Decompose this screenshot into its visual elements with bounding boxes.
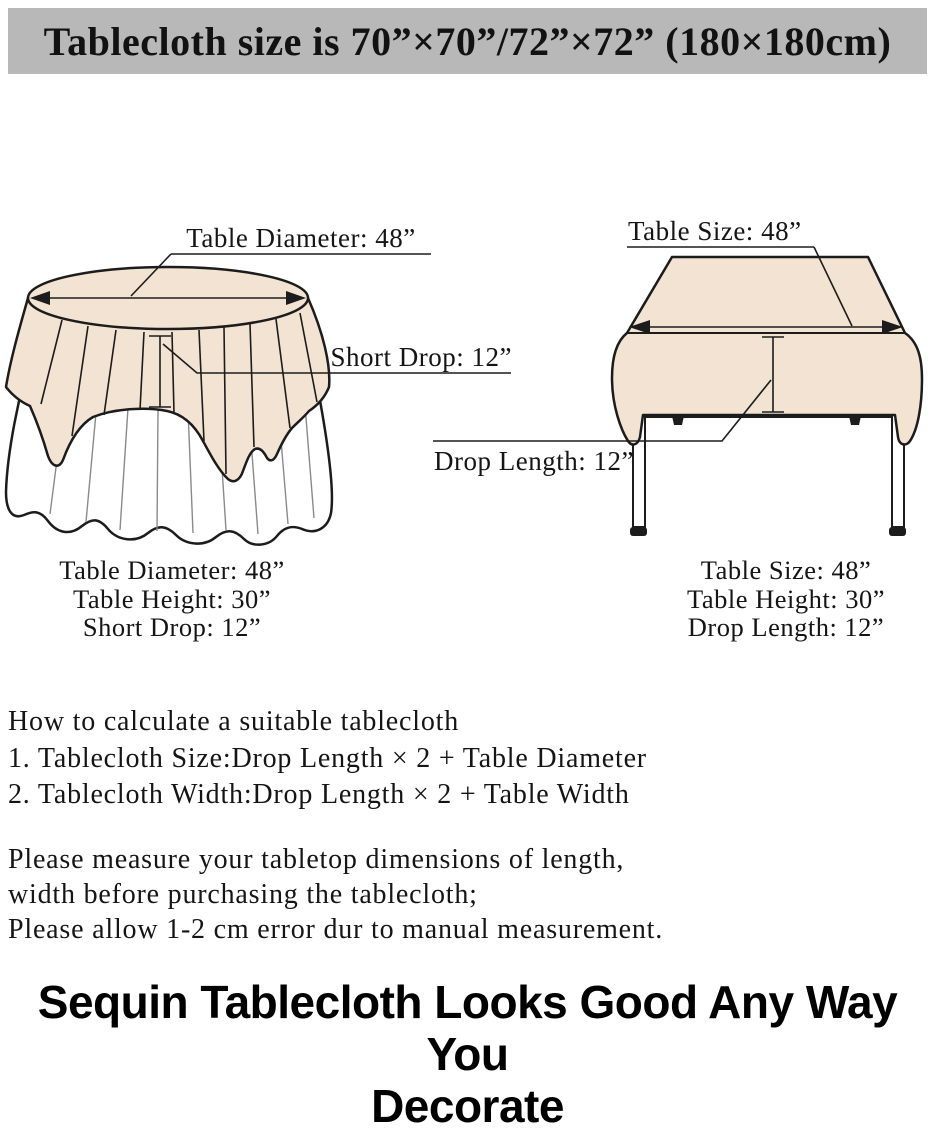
header-title: Tablecloth size is 70”×70”/72”×72” (180×180cm): [43, 18, 892, 64]
round-table-specs: [0, 556, 344, 642]
table-foot-right: [889, 527, 906, 536]
table-size-label: Table Size: 48”: [628, 216, 802, 246]
round-table-diagram: [6, 223, 512, 545]
calc-step: 1. Tablecloth Size:Drop Length × 2 + Table Diameter: [8, 742, 647, 774]
short-drop-label: Short Drop: 12”: [330, 342, 512, 372]
note-line: Please measure your tabletop dimensions of length,: [8, 844, 625, 875]
drop-length-label: Drop Length: 12”: [434, 446, 634, 476]
header-banner: [8, 8, 927, 74]
note-line: Please allow 1-2 cm error dur to manual measurement.: [8, 914, 664, 945]
bottom-headline: [0, 976, 935, 1132]
spec-line: Table Height: 30”: [687, 583, 885, 614]
spec-line: Drop Length: 12”: [687, 612, 885, 642]
spec-line: Table Diameter: 48”: [59, 555, 285, 585]
table-diameter-label: Table Diameter: 48”: [186, 223, 416, 253]
spec-line: Table Height: 30”: [73, 583, 271, 614]
spec-line: Short Drop: 12”: [82, 612, 262, 642]
spec-line: Table Size: 48”: [700, 555, 872, 585]
back-leg-foot-right: [849, 416, 861, 425]
headline-line1: Sequin Tablecloth Looks Good Any Way You: [37, 976, 898, 1080]
back-leg-foot-left: [672, 416, 684, 425]
note-line: width before purchasing the tablecloth;: [8, 879, 478, 910]
square-table-specs: [644, 556, 928, 642]
notes-section: [8, 842, 928, 947]
calc-heading: How to calculate a suitable tablecloth: [8, 706, 460, 737]
calc-section: [8, 704, 928, 814]
tablecloth-diagrams: [0, 90, 935, 570]
headline-line2: Decorate: [371, 1080, 564, 1132]
calc-step: 2. Tablecloth Width:Drop Length × 2 + Table Width: [8, 779, 630, 810]
table-foot-left: [630, 527, 647, 536]
square-table-diagram: [433, 216, 922, 536]
